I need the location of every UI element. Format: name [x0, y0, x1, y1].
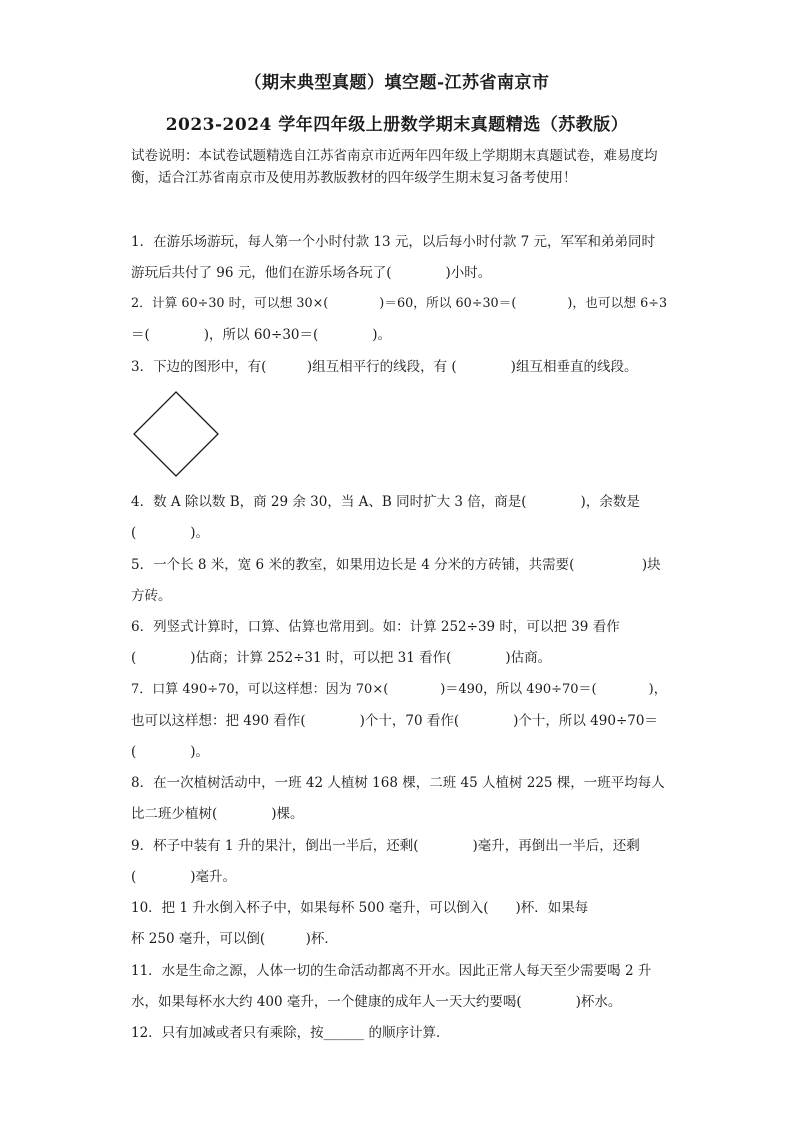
question-10-line-2: 杯 250 毫升，可以倒( )杯．: [131, 931, 338, 947]
question-7-line-2: 也可以这样想：把 490 看作( )个十，70 看作( )个十，所以 490÷70＝: [131, 713, 658, 729]
question-7-line-3: ( )。: [131, 744, 210, 760]
question-8-line-1: 8．在一次植树活动中，一班 42 人植树 168 棵，二班 45 人植树 225 棵，一班平均每人: [131, 775, 665, 791]
question-5-line-1: 5．一个长 8 米，宽 6 米的教室，如果用边长是 4 分米的方砖铺，共需要( )块: [131, 557, 661, 573]
question-6-line-2: ( )估商；计算 252÷31 时，可以把 31 看作( )估商。: [131, 650, 552, 666]
rhombus-icon: [132, 390, 220, 478]
rhombus-figure: [132, 390, 220, 478]
page-title: （期末典型真题）填空题-江苏省南京市: [244, 73, 550, 93]
question-2-line-2: ＝( )，所以 60÷30＝( )。: [131, 327, 392, 343]
page-subtitle: 2023-2024 学年四年级上册数学期末真题精选（苏教版）: [165, 115, 629, 135]
question-1-line-2: 游玩后共付了 96 元，他们在游乐场各玩了( )小时。: [131, 265, 492, 281]
exam-instructions: 试卷说明：本试卷试题精选自江苏省南京市近两年四年级上学期期末真题试卷，难易度均衡，适合江苏省南京市及使用苏教版教材的四年级学生期末复习备考使用！: [131, 148, 658, 186]
question-9-line-2: ( )毫升。: [131, 869, 237, 885]
question-4-line-1: 4．数 A 除以数 B，商 29 余 30，当 A、B 同时扩大 3 倍，商是( )，余数是: [131, 494, 640, 510]
question-6-line-1: 6．列竖式计算时，口算、估算也常用到。如：计算 252÷39 时，可以把 39 看作: [131, 619, 620, 635]
question-11-line-2: 水，如果每杯水大约 400 毫升，一个健康的成年人一天大约要喝( )杯水。: [131, 994, 622, 1010]
question-2-line-1: 2．计算 60÷30 时，可以想 30×( )＝60，所以 60÷30＝( )，也可以想 6÷3: [131, 296, 668, 311]
question-3-line-1: 3．下边的图形中，有( )组互相平行的线段，有 ( )组互相垂直的线段。: [131, 359, 638, 375]
question-8-line-2: 比二班少植树( )棵。: [131, 806, 304, 822]
question-11-line-1: 11．水是生命之源，人体一切的生命活动都离不开水。因此正常人每天至少需要喝 2 升: [131, 963, 652, 979]
question-7-line-1: 7．口算 490÷70，可以这样想：因为 70×( )＝490，所以 490÷70＝( )，: [131, 682, 667, 697]
question-9-line-1: 9．杯子中装有 1 升的果汁，倒出一半后，还剩( )毫升，再倒出一半后，还剩: [131, 838, 640, 854]
question-10-line-1: 10．把 1 升水倒入杯子中，如果每杯 500 毫升，可以倒入( )杯．如果每: [131, 900, 589, 916]
question-4-line-2: ( )。: [131, 525, 210, 541]
question-5-line-2: 方砖。: [131, 588, 172, 604]
question-1-line-1: 1．在游乐场游玩，每人第一个小时付款 13 元，以后每小时付款 7 元，军军和弟弟同时: [131, 234, 656, 250]
question-12-line-1: 12．只有加减或者只有乘除，按______ 的顺序计算．: [131, 1025, 450, 1041]
